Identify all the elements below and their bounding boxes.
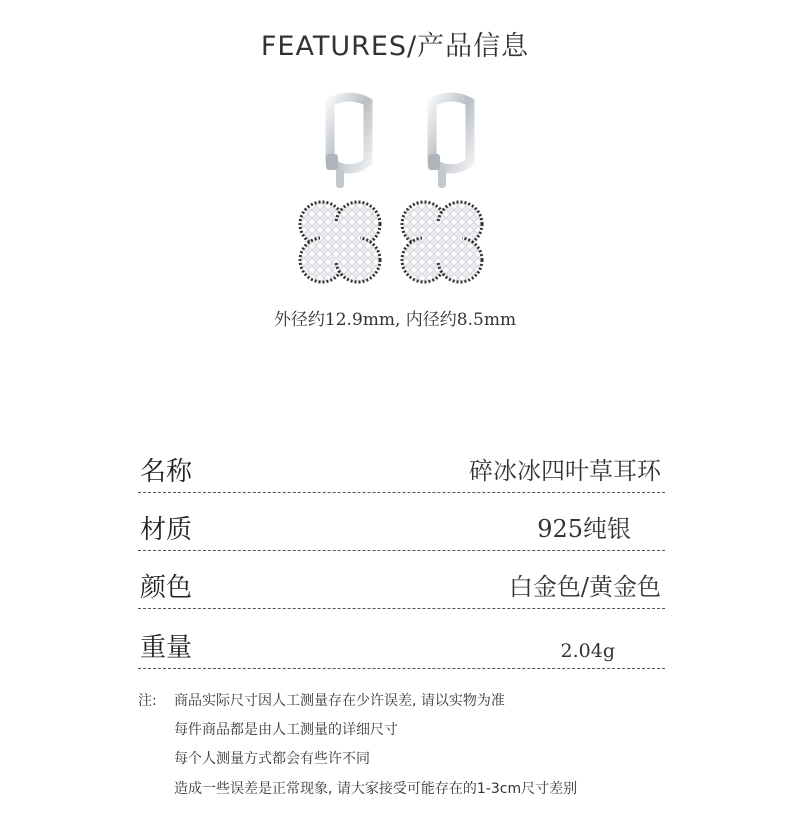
spec-label: 名称 [140, 457, 193, 487]
spec-label: 材质 [140, 515, 193, 545]
note-line: 每件商品都是由人工测量的详细尺寸 [174, 722, 398, 738]
note-line: 每个人测量方式都会有些许不同 [174, 751, 370, 767]
right-earring [402, 97, 482, 282]
spec-label: 重量 [140, 633, 193, 663]
spec-label: 颜色 [140, 573, 193, 603]
spec-value: 2.04g [560, 640, 615, 662]
notes-prefix: 注: [138, 693, 157, 709]
page-title: FEATURES/产品信息 [260, 31, 530, 62]
note-line: 商品实际尺寸因人工测量存在少许误差, 请以实物为准 [174, 693, 505, 709]
spec-row-weight [138, 626, 665, 669]
note-line: 造成一些误差是正常现象, 请大家接受可能存在的1-3cm尺寸差别 [174, 781, 578, 797]
spec-value: 925纯银 [537, 515, 631, 543]
spec-value: 白金色/黄金色 [508, 573, 661, 601]
spec-row-material [138, 508, 665, 551]
spec-row-color [138, 566, 665, 609]
dimensions-text: 外径约12.9mm, 内径约8.5mm [273, 310, 517, 330]
spec-row-name [138, 450, 665, 493]
clover-hoop-earrings-icon [290, 92, 510, 292]
left-earring [300, 97, 380, 282]
spec-value: 碎冰冰四叶草耳环 [469, 457, 661, 485]
product-image [290, 92, 510, 292]
